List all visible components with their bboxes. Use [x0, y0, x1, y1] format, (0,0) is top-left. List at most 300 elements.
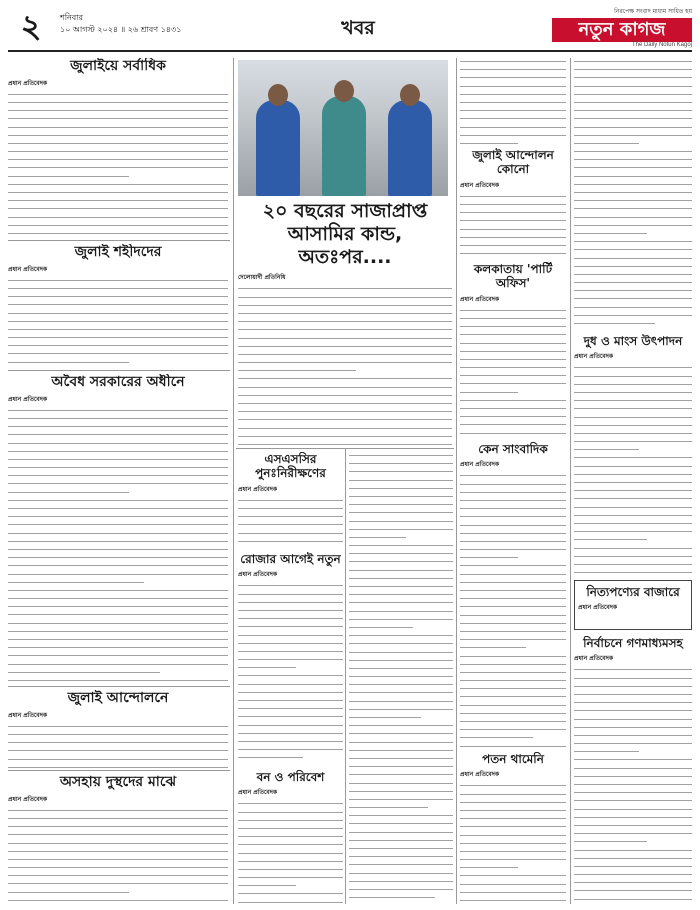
- article-kolkata-party-office[interactable]: [460, 262, 566, 438]
- text-line: [574, 279, 692, 283]
- text-line: [574, 789, 692, 793]
- text-line: [238, 400, 452, 404]
- article-body: [460, 472, 566, 748]
- text-line: [238, 582, 343, 586]
- article-body: [460, 307, 566, 438]
- text-line: [574, 773, 692, 777]
- text-line: [460, 397, 566, 401]
- issue-date: ১০ আগস্ট ২০২৪ ॥ ২৬ শ্রাবণ ১৪৩১: [60, 25, 182, 34]
- article-before-ramadan[interactable]: [238, 552, 343, 762]
- text-line: [349, 583, 453, 587]
- text-line: [238, 730, 343, 734]
- text-line: [460, 718, 566, 722]
- column-rule: [570, 58, 571, 904]
- text-line: [238, 335, 452, 339]
- text-line: [8, 164, 228, 168]
- text-line: [349, 739, 453, 743]
- text-line: [349, 714, 421, 718]
- text-line: [8, 644, 228, 648]
- text-line: [574, 312, 692, 316]
- text-line: [574, 181, 692, 185]
- text-line: [574, 691, 692, 695]
- text-line: [574, 295, 692, 299]
- text-line: [8, 739, 228, 743]
- text-line: [460, 242, 566, 246]
- text-line: [574, 479, 692, 483]
- text-line: [8, 115, 228, 119]
- text-line: [574, 373, 692, 377]
- text-line: [574, 389, 692, 393]
- text-line: [238, 392, 452, 396]
- text-line: [349, 689, 453, 693]
- text-line: [460, 372, 566, 376]
- text-line: [574, 781, 692, 785]
- text-line: [460, 554, 518, 558]
- article-helpless-poor[interactable]: [8, 774, 228, 904]
- text-line: [574, 814, 692, 818]
- text-line: [8, 480, 228, 484]
- text-line: [460, 579, 566, 583]
- text-line: [8, 636, 228, 640]
- text-line: [238, 375, 452, 379]
- text-line: [8, 669, 160, 673]
- text-line: [238, 648, 343, 652]
- article-election-media[interactable]: [574, 636, 692, 904]
- text-line: [574, 838, 647, 842]
- text-line: [8, 415, 228, 419]
- text-line: [238, 833, 343, 837]
- article-divider: [8, 370, 230, 371]
- text-line: [349, 501, 453, 505]
- text-line: [574, 707, 692, 711]
- text-line: [574, 463, 692, 467]
- article-july-movement[interactable]: [8, 690, 228, 768]
- text-line: [238, 530, 343, 534]
- text-line: [8, 497, 228, 501]
- text-line: [238, 591, 343, 595]
- text-line: [460, 481, 566, 485]
- article-july-movement-no[interactable]: [460, 148, 566, 258]
- headline: ২০ বছরের সাজাপ্রাপ্ত আসামির কান্ড, অতঃপর....: [262, 200, 428, 268]
- text-line: [8, 807, 228, 811]
- column-rule: [233, 58, 234, 904]
- text-line: [8, 731, 228, 735]
- text-line: [349, 534, 406, 538]
- text-line: [574, 495, 692, 499]
- byline: প্রধান প্রতিবেদক: [8, 395, 48, 403]
- text-line: [349, 755, 453, 759]
- text-line: [8, 277, 228, 281]
- text-line: [574, 66, 692, 70]
- text-line: [349, 853, 453, 857]
- headline: নির্বাচনে গণমাধ্যমসহ: [583, 636, 683, 650]
- text-line: [349, 493, 453, 497]
- headline: জুলাই শহীদদের: [74, 244, 162, 260]
- text-line: [8, 205, 228, 209]
- text-line: [8, 189, 228, 193]
- text-line: [460, 872, 566, 876]
- text-line: [8, 764, 228, 768]
- text-line: [460, 132, 566, 136]
- text-line: [574, 148, 692, 152]
- text-line: [349, 616, 453, 620]
- byline: প্রধান প্রতিবেদক: [460, 461, 500, 469]
- text-line: [460, 472, 566, 476]
- text-line: [8, 156, 228, 160]
- text-line: [460, 587, 566, 591]
- text-line: [8, 132, 228, 136]
- text-line: [238, 754, 303, 758]
- text-line: [349, 894, 435, 898]
- text-line: [8, 423, 228, 427]
- text-line: [349, 460, 453, 464]
- text-line: [574, 471, 692, 475]
- text-line: [8, 880, 228, 884]
- text-line: [574, 320, 655, 324]
- text-line: [349, 591, 453, 595]
- text-line: [460, 497, 566, 501]
- text-line: [238, 326, 452, 330]
- text-line: [460, 83, 566, 87]
- text-line: [574, 666, 692, 670]
- text-line: [349, 649, 453, 653]
- text-line: [238, 367, 356, 371]
- text-line: [574, 91, 692, 95]
- text-line: [460, 603, 566, 607]
- text-line: [574, 197, 692, 201]
- text-line: [349, 468, 453, 472]
- text-line: [574, 238, 692, 242]
- text-line: [238, 615, 343, 619]
- text-line: [8, 521, 228, 525]
- text-line: [460, 710, 566, 714]
- text-line: [349, 861, 453, 865]
- text-line: [349, 747, 453, 751]
- text-line: [574, 797, 692, 801]
- text-line: [238, 722, 343, 726]
- text-line: [238, 505, 343, 509]
- text-line: [8, 864, 228, 868]
- text-line: [238, 746, 343, 750]
- text-line: [349, 509, 453, 513]
- article-body: [460, 782, 566, 904]
- text-line: [460, 881, 566, 885]
- text-line: [574, 214, 692, 218]
- text-line: [460, 307, 566, 311]
- text-line: [238, 705, 343, 709]
- text-line: [574, 822, 692, 826]
- column-rule: [345, 448, 346, 904]
- text-line: [349, 673, 453, 677]
- text-line: [574, 896, 692, 900]
- text-line: [574, 115, 692, 119]
- text-line: [574, 438, 692, 442]
- text-line: [574, 83, 692, 87]
- text-line: [460, 628, 566, 632]
- text-line: [574, 863, 692, 867]
- text-line: [574, 205, 692, 209]
- text-line: [460, 364, 566, 368]
- text-line: [349, 878, 453, 882]
- text-line: [8, 350, 228, 354]
- text-line: [349, 485, 453, 489]
- text-line: [8, 661, 228, 665]
- headline: দুধ ও মাংস উৎপাদন: [583, 334, 683, 348]
- text-line: [460, 405, 566, 409]
- text-line: [460, 348, 566, 352]
- text-line: [574, 124, 692, 128]
- article-july-martyrs[interactable]: [8, 244, 228, 368]
- headline: জুলাই আন্দোলনে: [67, 690, 169, 706]
- byline: প্রধান প্রতিবেদক: [578, 604, 618, 612]
- article-ssc-review[interactable]: [238, 452, 343, 544]
- text-line: [460, 782, 566, 786]
- byline: দেলোয়ার্দী প্রতিনিধি: [238, 274, 286, 282]
- text-line: [8, 431, 228, 435]
- text-line: [8, 505, 228, 509]
- text-line: [460, 799, 566, 803]
- text-line: [8, 611, 228, 615]
- text-line: [349, 599, 453, 603]
- text-line: [8, 554, 228, 558]
- text-line: [238, 882, 296, 886]
- text-line: [460, 201, 566, 205]
- text-line: [574, 847, 692, 851]
- masthead: [8, 6, 692, 52]
- text-line: [8, 840, 228, 844]
- text-line: [574, 287, 692, 291]
- text-line: [574, 255, 692, 259]
- article-fall-not-stopped[interactable]: [460, 752, 566, 904]
- column-rule: [456, 58, 457, 904]
- text-line: [349, 870, 453, 874]
- text-line: [8, 571, 228, 575]
- text-line: [8, 620, 228, 624]
- text-line: [8, 831, 228, 835]
- text-line: [238, 738, 343, 742]
- article-body: [8, 407, 228, 684]
- text-line: [460, 807, 566, 811]
- text-line: [460, 840, 566, 844]
- text-line: [574, 397, 692, 401]
- weekday: শনিবার: [60, 13, 83, 22]
- text-line: [238, 713, 343, 717]
- text-line: [349, 575, 453, 579]
- text-line: [349, 558, 453, 562]
- headline: জুলাইয়ে সর্বাধিক: [70, 58, 166, 74]
- text-line: [460, 636, 566, 640]
- text-line: [349, 886, 453, 890]
- text-line: [574, 756, 692, 760]
- headline: কলকাতায় 'পার্টি অফিস': [473, 262, 553, 291]
- text-line: [574, 173, 692, 177]
- text-line: [574, 879, 692, 883]
- text-line: [238, 343, 452, 347]
- text-line: [574, 740, 692, 744]
- text-line: [349, 518, 453, 522]
- article-body: [238, 285, 452, 446]
- text-line: [460, 356, 566, 360]
- text-line: [349, 526, 453, 530]
- text-line: [8, 407, 228, 411]
- text-line: [8, 359, 129, 363]
- newspaper-logo: [552, 6, 692, 48]
- text-line: [8, 91, 228, 95]
- text-line: [460, 726, 566, 730]
- text-line: [574, 545, 692, 549]
- byline: প্রধান প্রতিবেদক: [460, 181, 500, 189]
- text-line: [8, 872, 228, 876]
- article-body-continued: [349, 452, 453, 904]
- text-line: [460, 832, 566, 836]
- text-line: [238, 681, 343, 685]
- text-line: [460, 99, 566, 103]
- article-forest-environment[interactable]: [238, 770, 343, 904]
- text-line: [574, 675, 692, 679]
- text-line: [460, 685, 566, 689]
- text-line: [574, 156, 692, 160]
- text-line: [8, 310, 228, 314]
- text-line: [238, 285, 452, 289]
- text-line: [574, 381, 692, 385]
- text-line: [460, 234, 566, 238]
- text-line: [460, 421, 566, 425]
- article-july-highest[interactable]: [8, 58, 228, 238]
- text-line: [8, 587, 228, 591]
- article-why-journalists[interactable]: [460, 442, 566, 748]
- text-line: [8, 756, 228, 760]
- byline: প্রধান প্রতিবেদক: [574, 655, 614, 663]
- text-line: [349, 829, 453, 833]
- text-line: [8, 293, 228, 297]
- text-line: [460, 562, 566, 566]
- text-line: [574, 520, 692, 524]
- text-line: [574, 222, 692, 226]
- text-line: [574, 140, 639, 144]
- text-line: [8, 464, 228, 468]
- text-line: [460, 124, 566, 128]
- text-line: [460, 522, 566, 526]
- article-body: [349, 452, 453, 904]
- text-line: [8, 197, 228, 201]
- headline: বন ও পরিবেশ: [256, 770, 325, 784]
- text-line: [349, 812, 453, 816]
- text-line: [238, 697, 343, 701]
- text-line: [349, 542, 453, 546]
- text-line: [460, 217, 566, 221]
- article-body: [574, 58, 692, 330]
- text-line: [238, 521, 343, 525]
- text-line: [574, 683, 692, 687]
- byline: প্রধান প্রতিবেদক: [460, 771, 500, 779]
- text-line: [460, 823, 566, 827]
- text-line: [8, 181, 228, 185]
- text-line: [8, 513, 228, 517]
- text-line: [8, 230, 228, 234]
- headline: রোজার আগেই নতুন: [240, 552, 341, 566]
- text-line: [574, 561, 692, 565]
- text-line: [8, 628, 228, 632]
- text-line: [8, 889, 129, 893]
- text-line: [460, 702, 566, 706]
- text-line: [574, 504, 692, 508]
- text-line: [460, 693, 566, 697]
- text-line: [238, 689, 343, 693]
- text-line: [8, 538, 228, 542]
- text-line: [460, 864, 518, 868]
- text-line: [460, 331, 566, 335]
- text-line: [574, 246, 692, 250]
- text-line: [238, 433, 452, 437]
- text-line: [8, 148, 228, 152]
- text-line: [8, 897, 228, 901]
- text-line: [574, 699, 692, 703]
- text-line: [238, 513, 343, 517]
- text-line: [460, 140, 518, 144]
- text-line: [8, 107, 228, 111]
- text-line: [238, 359, 452, 363]
- article-convict-20-years[interactable]: [238, 200, 452, 446]
- text-line: [8, 562, 228, 566]
- text-line: [238, 825, 343, 829]
- text-line: [574, 528, 692, 532]
- text-line: [460, 489, 566, 493]
- text-line: [238, 809, 343, 813]
- text-line: [574, 716, 692, 720]
- text-line: [574, 164, 692, 168]
- text-line: [238, 302, 452, 306]
- text-line: [460, 734, 533, 738]
- text-line: [238, 866, 343, 870]
- text-line: [460, 530, 566, 534]
- text-line: [574, 732, 692, 736]
- article-body: [8, 723, 228, 768]
- byline: প্রধান প্রতিবেদক: [238, 571, 278, 579]
- text-line: [349, 550, 453, 554]
- text-line: [238, 899, 343, 903]
- text-line: [574, 536, 647, 540]
- article-body: [8, 91, 228, 238]
- byline: প্রধান প্রতিবেদক: [8, 711, 48, 719]
- text-line: [460, 107, 566, 111]
- text-line: [460, 815, 566, 819]
- text-line: [574, 304, 692, 308]
- article-col4-intro: [574, 58, 692, 330]
- section-title: খবর: [341, 17, 375, 39]
- text-line: [349, 567, 453, 571]
- text-line: [8, 124, 228, 128]
- article-essentials-market[interactable]: [574, 580, 692, 630]
- text-line: [349, 608, 453, 612]
- text-line: [460, 571, 566, 575]
- article-illegal-government[interactable]: [8, 374, 228, 684]
- text-line: [574, 830, 692, 834]
- text-line: [238, 841, 343, 845]
- text-line: [460, 505, 566, 509]
- article-divider: [236, 448, 454, 449]
- text-line: [238, 294, 452, 298]
- article-milk-meat[interactable]: [574, 334, 692, 574]
- text-line: [574, 446, 639, 450]
- text-line: [349, 657, 453, 661]
- text-line: [574, 487, 692, 491]
- text-line: [574, 74, 692, 78]
- text-line: [349, 624, 413, 628]
- text-line: [460, 58, 566, 62]
- text-line: [460, 413, 566, 417]
- text-line: [238, 607, 343, 611]
- article-divider: [8, 240, 230, 241]
